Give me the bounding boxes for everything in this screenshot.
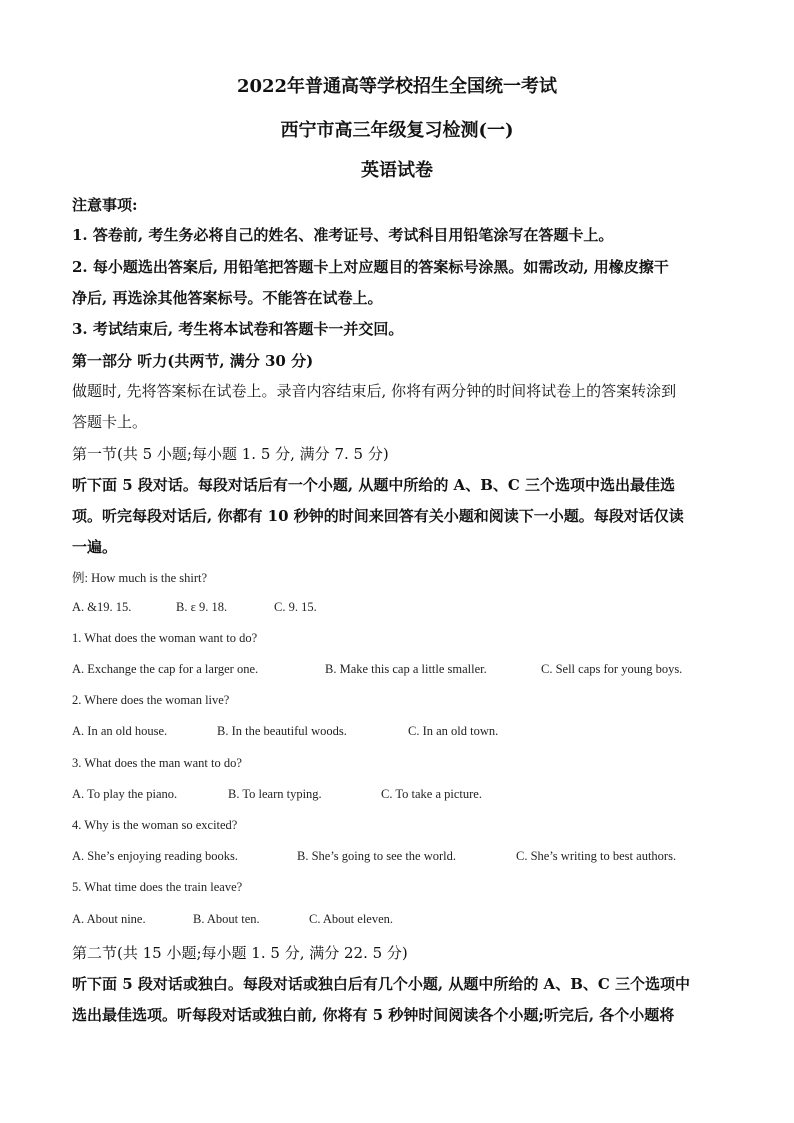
question-3: 3. What does the man want to do?	[72, 756, 242, 770]
section2-instr-line-1: 听下面 5 段对话或独白。每段对话或独白后有几个小题, 从题中所给的 A、B、C 三个选项中	[72, 975, 691, 993]
question-3-option-b: B. To learn typing.	[228, 787, 322, 801]
question-5-option-b: B. About ten.	[193, 912, 260, 926]
question-5-option-c: C. About eleven.	[309, 912, 394, 926]
question-2-option-c: C. In an old town.	[408, 724, 499, 738]
question-2-option-a: A. In an old house.	[72, 724, 168, 738]
question-1-option-a: A. Exchange the cap for a larger one.	[72, 662, 259, 676]
example-option-a: A. &19. 15.	[72, 600, 132, 614]
section2-heading: 第二节(共 15 小题;每小题 1. 5 分, 满分 22. 5 分)	[72, 944, 408, 962]
section1-instr-line-2: 项。听完每段对话后, 你都有 10 秒钟的时间来回答有关小题和阅读下一小题。每段对话仅读	[72, 507, 684, 525]
subject-title: 英语试卷	[361, 160, 433, 181]
notice-item-2-line-1: 2. 每小题选出答案后, 用铅笔把答题卡上对应题目的答案标号涂黑。如需改动, 用橡皮擦干	[72, 258, 669, 276]
section1-instr-line-3: 一遍。	[72, 538, 118, 556]
notice-item-1: 1. 答卷前, 考生务必将自己的姓名、准考证号、考试科目用铅笔涂写在答题卡上。	[72, 226, 614, 244]
question-1: 1. What does the woman want to do?	[72, 631, 258, 645]
question-4: 4. Why is the woman so excited?	[72, 818, 238, 832]
question-5: 5. What time does the train leave?	[72, 880, 243, 894]
part1-heading: 第一部分 听力(共两节, 满分 30 分)	[72, 352, 314, 370]
section1-instr-line-1: 听下面 5 段对话。每段对话后有一个小题, 从题中所给的 A、B、C 三个选项中选出最佳选	[72, 476, 676, 494]
notice-item-2-line-2: 净后, 再选涂其他答案标号。不能答在试卷上。	[72, 289, 383, 307]
question-1-option-b: B. Make this cap a little smaller.	[325, 662, 487, 676]
notice-item-3: 3. 考试结束后, 考生将本试卷和答题卡一并交回。	[72, 320, 404, 338]
question-1-option-c: C. Sell caps for young boys.	[541, 662, 683, 676]
question-5-option-a: A. About nine.	[72, 912, 146, 926]
question-4-option-a: A. She’s enjoying reading books.	[72, 849, 238, 863]
example-option-c: C. 9. 15.	[274, 600, 317, 614]
part1-intro-line-2: 答题卡上。	[72, 413, 148, 431]
part1-intro-line-1: 做题时, 先将答案标在试卷上。录音内容结束后, 你将有两分钟的时间将试卷上的答案转涂到	[72, 382, 677, 400]
notice-heading: 注意事项:	[72, 196, 138, 214]
question-4-option-c: C. She’s writing to best authors.	[516, 849, 677, 863]
question-2-option-b: B. In the beautiful woods.	[217, 724, 347, 738]
question-4-option-b: B. She’s going to see the world.	[297, 849, 457, 863]
example-option-b: B. ε 9. 18.	[176, 600, 228, 614]
question-2: 2. Where does the woman live?	[72, 693, 230, 707]
example-question: 例: How much is the shirt?	[72, 571, 208, 585]
section2-instr-line-2: 选出最佳选项。听每段对话或独白前, 你将有 5 秒钟时间阅读各个小题;听完后, 各个小题将	[72, 1006, 675, 1024]
question-3-option-c: C. To take a picture.	[381, 787, 482, 801]
question-3-option-a: A. To play the piano.	[72, 787, 178, 801]
exam-title: 2022年普通高等学校招生全国统一考试	[236, 76, 558, 97]
exam-subtitle: 西宁市高三年级复习检测(一)	[280, 120, 514, 141]
section1-heading: 第一节(共 5 小题;每小题 1. 5 分, 满分 7. 5 分)	[72, 445, 389, 463]
